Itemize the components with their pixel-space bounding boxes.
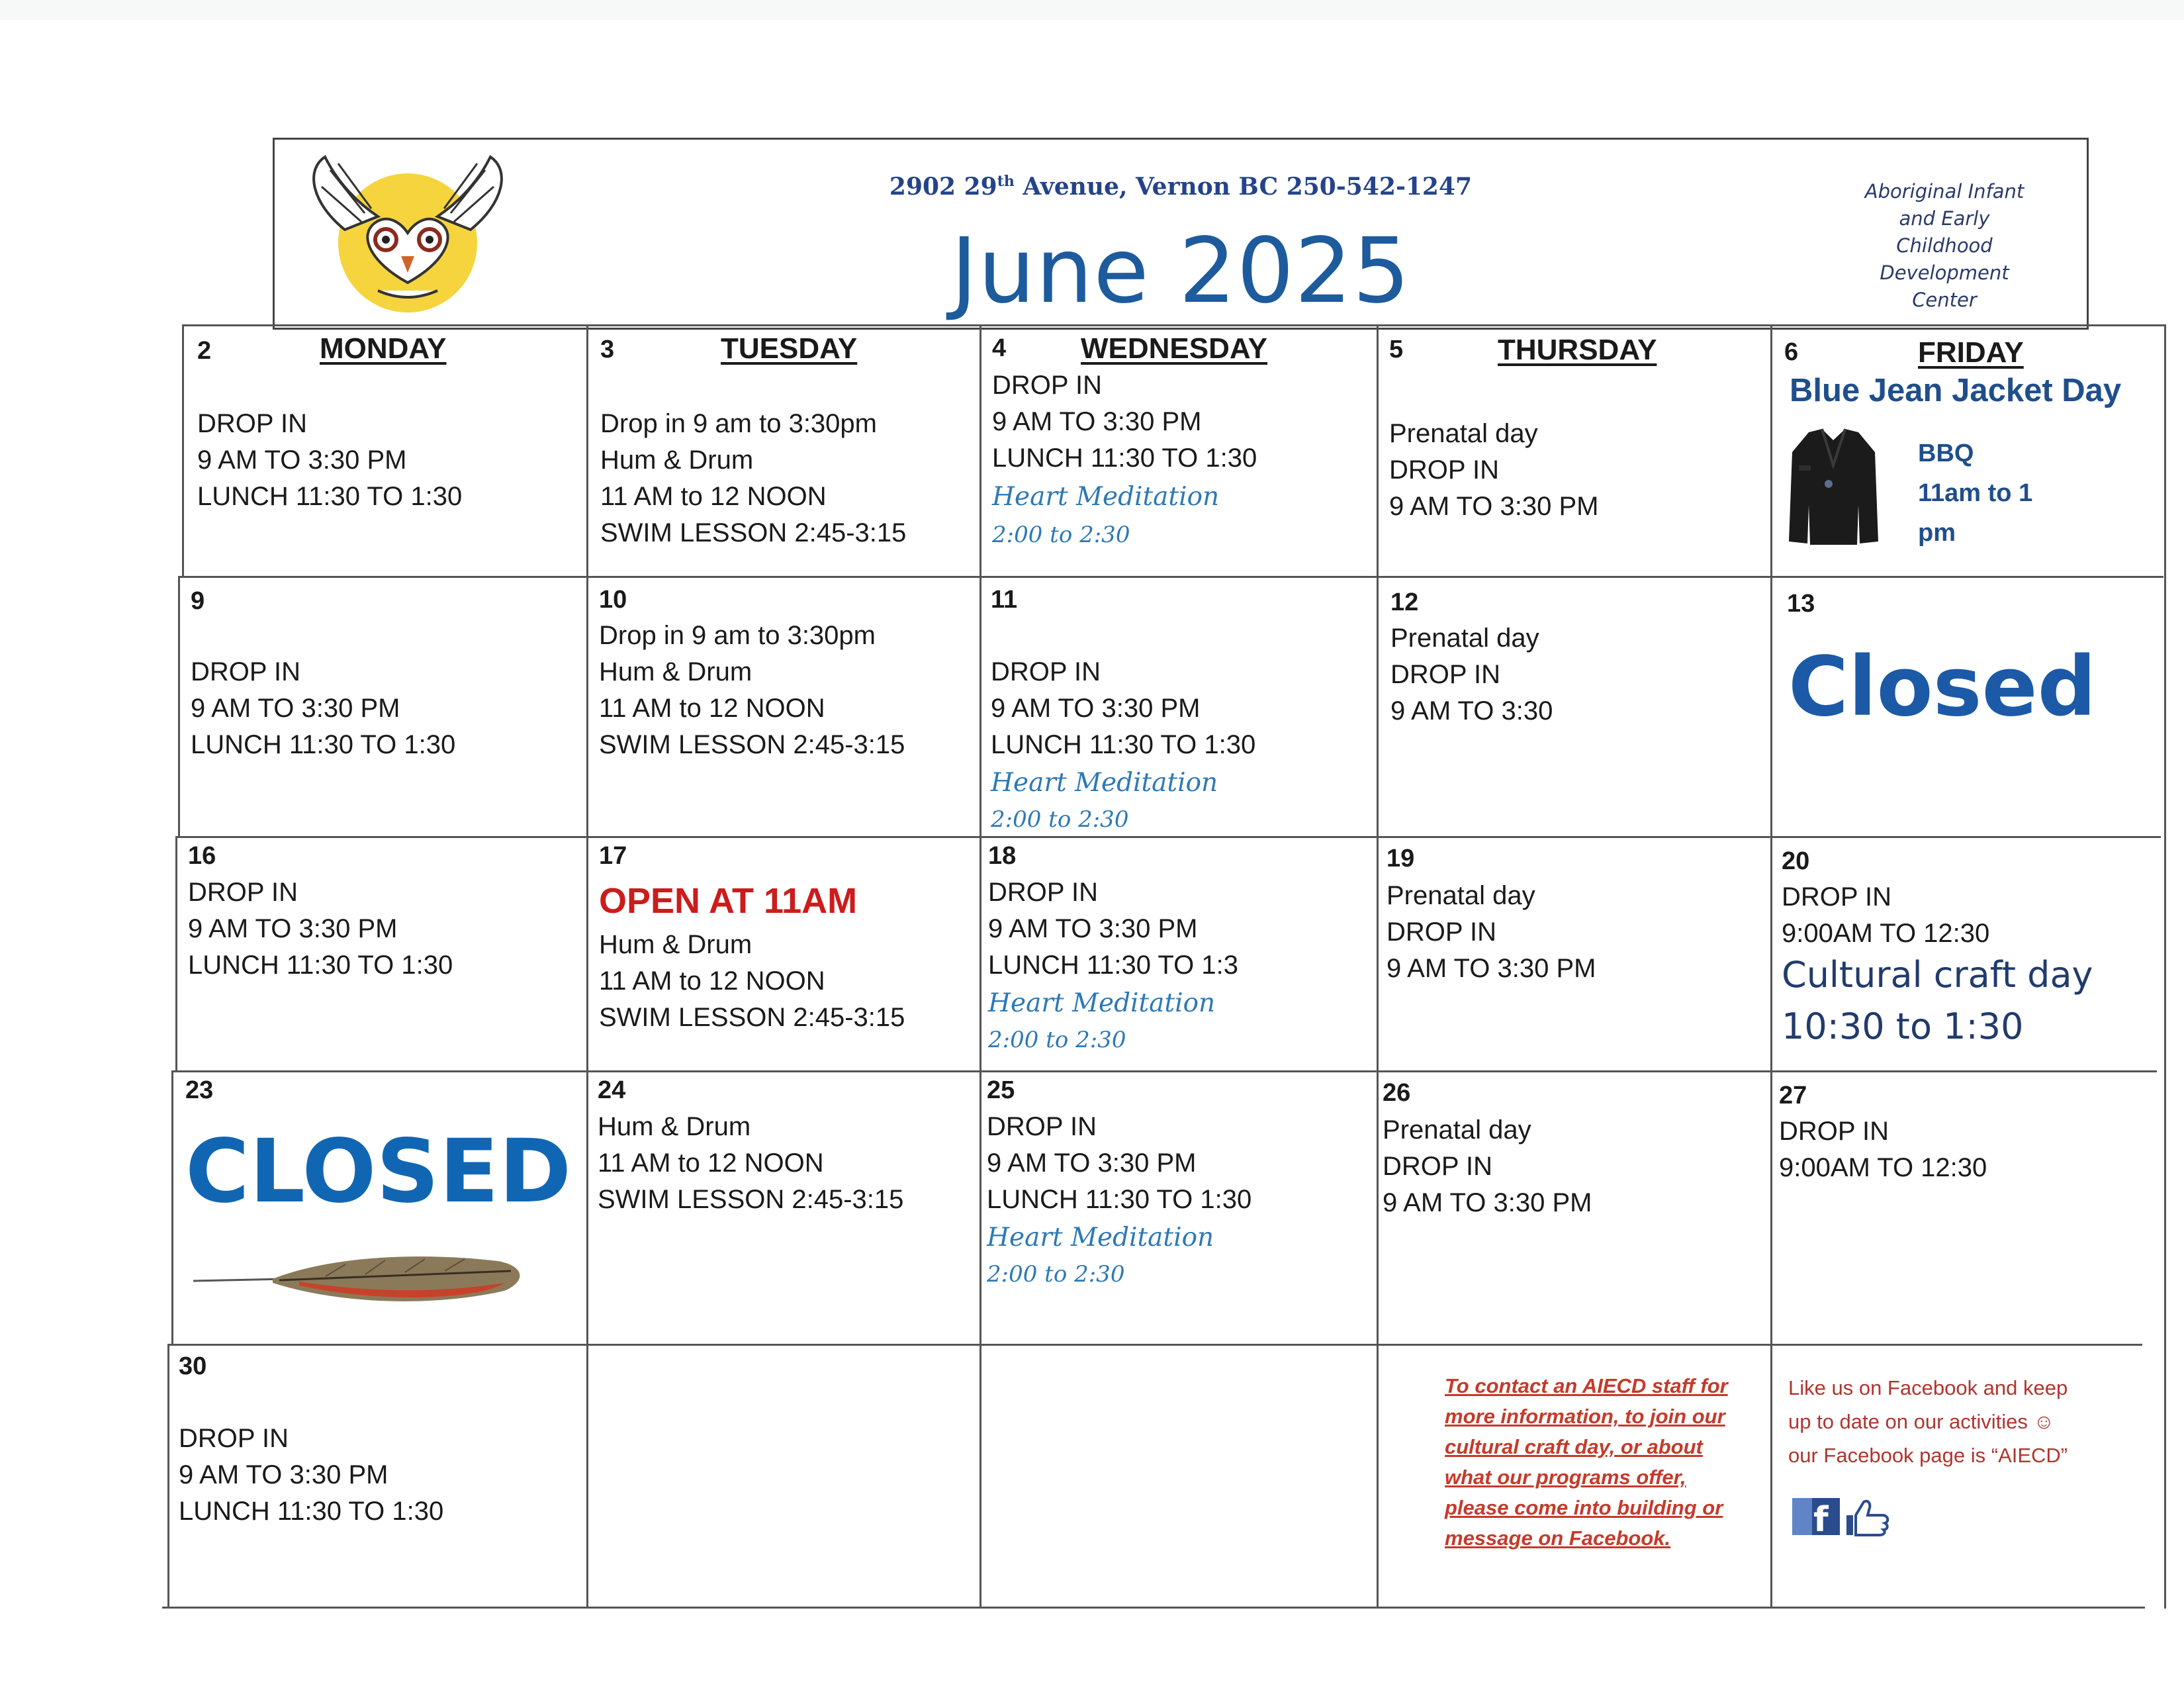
- day-cell-13: [1772, 578, 2164, 836]
- event-line: LUNCH 11:30 TO 1:30: [188, 951, 453, 980]
- event-line: DROP IN: [191, 657, 300, 686]
- denim-jacket-icon: [1786, 426, 1882, 548]
- contact-line: more information, to join our: [1445, 1405, 1725, 1428]
- event-line: LUNCH 11:30 TO 1:30: [987, 1185, 1252, 1214]
- month-title: June 2025: [950, 219, 1411, 324]
- closed-label: Closed: [1788, 639, 2097, 735]
- address: 2902 29th Avenue, Vernon BC 250-542-1247: [889, 173, 1473, 201]
- event-line: 9 AM TO 3:30: [1390, 696, 1553, 726]
- contact-line: cultural craft day, or about: [1445, 1435, 1703, 1458]
- scan-edge: [0, 0, 2184, 20]
- grid-line: [2164, 324, 2166, 1609]
- day-number: 2: [197, 337, 212, 365]
- event-line: DROP IN: [992, 371, 1102, 400]
- event-line: DROP IN: [1389, 455, 1499, 485]
- event-line: Prenatal day: [1389, 419, 1538, 448]
- event-line: Drop in 9 am to 3:30pm: [600, 409, 877, 438]
- event-line: 9 AM TO 3:30 PM: [191, 694, 400, 723]
- meditation-time: 2:00 to 2:30: [992, 522, 1130, 548]
- event-line: 11 AM to 12 NOON: [600, 482, 827, 511]
- day-name: THURSDAY: [1498, 334, 1657, 366]
- day-cell-27: [1772, 1072, 2164, 1344]
- day-cell-2: [184, 326, 586, 576]
- open-notice: OPEN AT 11AM: [599, 881, 858, 921]
- day-number: 25: [987, 1076, 1015, 1104]
- event-line: Prenatal day: [1383, 1115, 1531, 1145]
- day-cell-30: [169, 1346, 586, 1607]
- bbq-line: 11am to 1: [1918, 479, 2033, 507]
- day-cell-20: [1772, 838, 2164, 1070]
- event-line: DROP IN: [1390, 660, 1500, 689]
- day-cell-19: [1379, 838, 1770, 1070]
- day-name: WEDNESDAY: [1081, 332, 1267, 365]
- event-line: SWIM LESSON 2:45-3:15: [599, 1003, 905, 1032]
- day-cell-11: [981, 578, 1377, 836]
- facebook-cell: [1772, 1346, 2164, 1607]
- bbq-line: pm: [1918, 519, 1956, 547]
- meditation-time: 2:00 to 2:30: [987, 1261, 1125, 1288]
- org-name: Aboriginal Infant and Early Childhood Development Center: [1864, 180, 2025, 311]
- day-name: MONDAY: [320, 332, 447, 365]
- day-cell-4: [981, 326, 1377, 576]
- day-cell-6: [1772, 326, 2164, 576]
- day-number: 6: [1784, 338, 1799, 366]
- calendar-grid: [162, 324, 2166, 1615]
- contact-line: what our programs offer,: [1445, 1466, 1686, 1489]
- craft-day-line: Cultural craft day: [1782, 954, 2093, 996]
- event-line: Hum & Drum: [599, 657, 752, 686]
- day-number: 24: [598, 1076, 626, 1104]
- contact-line: To contact an AIECD staff for: [1445, 1374, 1728, 1397]
- svg-text:f: f: [1813, 1500, 1829, 1536]
- event-line: 9 AM TO 3:30 PM: [987, 1149, 1197, 1178]
- event-line: SWIM LESSON 2:45-3:15: [599, 730, 905, 759]
- heart-meditation: Heart Meditation: [987, 1223, 1214, 1252]
- contact-line: message on Facebook.: [1445, 1526, 1671, 1550]
- event-line: DROP IN: [991, 657, 1101, 686]
- meditation-time: 2:00 to 2:30: [988, 1027, 1126, 1053]
- day-number: 30: [179, 1352, 207, 1380]
- empty-cell: [981, 1346, 1377, 1607]
- day-number: 9: [191, 587, 205, 615]
- day-number: 3: [600, 336, 615, 363]
- event-line: 9:00AM TO 12:30: [1779, 1153, 1987, 1182]
- event-line: 9 AM TO 3:30 PM: [1389, 492, 1599, 521]
- event-line: Drop in 9 am to 3:30pm: [599, 621, 876, 650]
- day-number: 11: [991, 586, 1018, 614]
- empty-cell: [588, 1346, 979, 1607]
- event-line: Hum & Drum: [598, 1112, 751, 1141]
- event-line: DROP IN: [179, 1424, 289, 1453]
- day-number: 17: [599, 842, 627, 870]
- feather-icon: [193, 1244, 524, 1311]
- event-line: LUNCH 11:30 TO 1:30: [191, 730, 456, 759]
- event-line: 11 AM to 12 NOON: [598, 1149, 824, 1178]
- event-line: DROP IN: [987, 1112, 1097, 1141]
- event-line: DROP IN: [1779, 1117, 1889, 1146]
- facebook-like-icon: [1792, 1497, 1891, 1536]
- event-line: 9 AM TO 3:30 PM: [1387, 954, 1596, 983]
- facebook-line: up to date on our activities ☺: [1788, 1410, 2055, 1433]
- event-line: LUNCH 11:30 TO 1:30: [179, 1497, 444, 1526]
- event-line: 9 AM TO 3:30 PM: [1383, 1188, 1592, 1217]
- bbq-line: BBQ: [1918, 440, 1974, 467]
- heart-meditation: Heart Meditation: [988, 988, 1216, 1018]
- facebook-line: Like us on Facebook and keep: [1788, 1376, 2068, 1399]
- day-number: 26: [1383, 1079, 1411, 1107]
- day-name: TUESDAY: [721, 332, 858, 365]
- event-line: Hum & Drum: [599, 930, 752, 959]
- day-cell-10: [588, 578, 979, 836]
- day-cell-26: [1379, 1072, 1770, 1344]
- day-number: 10: [599, 586, 627, 614]
- day-number: 20: [1782, 847, 1810, 875]
- event-line: LUNCH 11:30 TO 1:30: [992, 444, 1257, 473]
- event-line: DROP IN: [188, 878, 298, 907]
- event-line: 9:00AM TO 12:30: [1782, 919, 1990, 948]
- day-cell-16: [177, 838, 586, 1070]
- event-line: Prenatal day: [1387, 881, 1535, 910]
- contact-cell: [1379, 1346, 1770, 1607]
- day-cell-24: [588, 1072, 979, 1344]
- heart-meditation: Heart Meditation: [991, 768, 1218, 798]
- closed-label: CLOSED: [185, 1121, 572, 1223]
- event-line: Prenatal day: [1390, 624, 1539, 653]
- day-cell-9: [180, 578, 586, 836]
- event-line: LUNCH 11:30 TO 1:3: [988, 951, 1238, 980]
- craft-day-line: 10:30 to 1:30: [1782, 1006, 2024, 1047]
- day-cell-3: [588, 326, 979, 576]
- event-line: DROP IN: [1387, 917, 1496, 947]
- event-line: 11 AM to 12 NOON: [599, 694, 825, 723]
- day-number: 5: [1389, 336, 1404, 363]
- day-number: 27: [1779, 1082, 1807, 1109]
- day-cell-12: [1379, 578, 1770, 836]
- day-cell-17: [588, 838, 979, 1070]
- event-line: DROP IN: [1782, 882, 1891, 912]
- day-number: 4: [992, 334, 1007, 362]
- event-line: 9 AM TO 3:30 PM: [992, 407, 1202, 436]
- event-line: Hum & Drum: [600, 445, 754, 475]
- event-line: LUNCH 11:30 TO 1:30: [197, 482, 463, 511]
- day-cell-23: [173, 1072, 586, 1344]
- day-number: 13: [1787, 590, 1815, 618]
- facebook-line: our Facebook page is “AIECD”: [1788, 1444, 2068, 1467]
- day-number: 16: [188, 842, 216, 870]
- event-line: DROP IN: [197, 409, 307, 438]
- event-line: SWIM LESSON 2:45-3:15: [598, 1185, 904, 1214]
- contact-line: please come into building or: [1445, 1496, 1723, 1519]
- day-number: 23: [185, 1076, 214, 1104]
- event-line: LUNCH 11:30 TO 1:30: [991, 730, 1256, 759]
- meditation-time: 2:00 to 2:30: [991, 806, 1129, 833]
- event-line: 9 AM TO 3:30 PM: [197, 445, 407, 475]
- event-line: 9 AM TO 3:30 PM: [188, 914, 398, 943]
- event-line: 9 AM TO 3:30 PM: [988, 914, 1198, 943]
- event-line: SWIM LESSON 2:45-3:15: [600, 518, 907, 547]
- event-line: DROP IN: [1383, 1152, 1492, 1181]
- day-number: 19: [1387, 845, 1415, 872]
- day-name: FRIDAY: [1918, 336, 2024, 369]
- event-line: 9 AM TO 3:30 PM: [179, 1460, 388, 1489]
- event-line: 11 AM to 12 NOON: [599, 966, 825, 996]
- day-cell-18: [981, 838, 1377, 1070]
- heart-meditation: Heart Meditation: [992, 482, 1220, 512]
- day-cell-5: [1379, 326, 1770, 576]
- day-cell-25: [981, 1072, 1377, 1344]
- day-number: 18: [988, 842, 1017, 870]
- calendar-header: [273, 138, 2089, 330]
- event-line: 9 AM TO 3:30 PM: [991, 694, 1201, 723]
- event-line: DROP IN: [988, 878, 1098, 907]
- day-number: 12: [1390, 588, 1419, 616]
- grid-line: [162, 1607, 2145, 1609]
- event-title: Blue Jean Jacket Day: [1790, 373, 2122, 408]
